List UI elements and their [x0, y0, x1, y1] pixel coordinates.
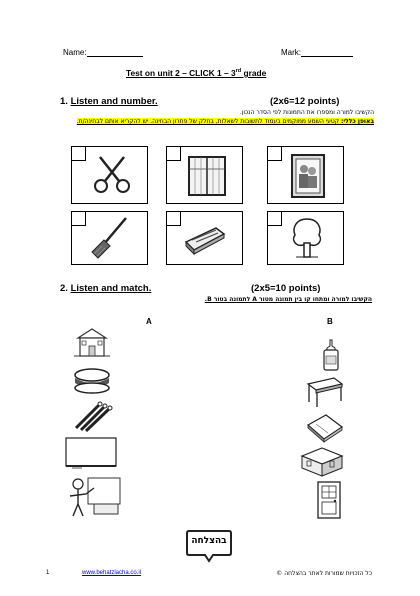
name-label: Name: [63, 48, 87, 57]
section1-number: 1. [60, 96, 68, 107]
site-logo [183, 527, 235, 563]
section1-note [60, 118, 374, 126]
picture-box-pencil-case[interactable] [166, 211, 243, 265]
glue-icon[interactable] [322, 338, 340, 372]
section2-instruction: הקשיבו למורה ומתחו קו בין תמונה מטור A לתמונה בטור B. [204, 296, 372, 303]
mark-label: Mark: [281, 48, 301, 57]
door-icon[interactable] [316, 480, 342, 520]
picture-box-frame[interactable] [267, 146, 344, 204]
title-prefix: Test on unit 2 – CLICK 1 – 3 [126, 68, 236, 78]
name-line [87, 47, 143, 57]
picture-box-broom[interactable] [71, 211, 148, 265]
column-b-header: B [327, 317, 333, 326]
pencil-case-icon [182, 222, 228, 256]
website-link[interactable] [82, 570, 141, 576]
classroom-icon[interactable] [298, 446, 346, 478]
answer-box[interactable] [268, 147, 282, 161]
picture-box-window[interactable] [166, 146, 243, 204]
section2-title: Listen and match. [70, 283, 152, 294]
book-icon[interactable] [304, 413, 344, 443]
website-link-text[interactable]: www.behatzlacha.co.il [82, 570, 142, 576]
window-icon [187, 155, 227, 197]
note-text: קטעי השמע ממוקמים בעמוד לתשובות לשאלות, בחלק של פתרון הבחינה. יש להקריא אותם לבחינה/ת. [76, 118, 341, 125]
name-field[interactable] [63, 47, 143, 57]
picture-box-scissors[interactable] [71, 146, 148, 204]
board-icon[interactable] [64, 436, 118, 470]
section2-heading [60, 283, 151, 294]
answer-box[interactable] [268, 212, 282, 226]
section2-points: (2x5=10 points) [251, 283, 321, 294]
answer-box[interactable] [167, 212, 181, 226]
test-title [126, 68, 266, 78]
answer-box[interactable] [72, 212, 86, 226]
note-bold: באופן כללי: [340, 118, 374, 125]
mark-field[interactable] [281, 47, 353, 57]
scissors-icon [90, 153, 134, 197]
tree-icon [290, 216, 324, 260]
title-suffix: grade [241, 68, 267, 78]
section1-points: (2x6=12 points) [270, 96, 340, 107]
sandwich-icon[interactable] [72, 366, 112, 396]
answer-box[interactable] [72, 147, 86, 161]
broom-icon [88, 216, 132, 260]
picture-box-tree[interactable] [267, 211, 344, 265]
markers-icon[interactable] [70, 400, 114, 432]
title-sup: rd [235, 68, 242, 75]
mark-line [301, 47, 353, 57]
column-a-header: A [146, 317, 152, 326]
answer-box[interactable] [167, 147, 181, 161]
section1-heading [60, 96, 158, 107]
desk-icon[interactable] [304, 374, 344, 408]
copyright-text: כל הזכויות שמורות לאתר בהצלחה © [276, 570, 372, 577]
teacher-icon[interactable] [64, 474, 122, 518]
section1-title: Listen and number. [70, 96, 158, 107]
logo-text: בהצלחה [191, 536, 227, 546]
school-icon[interactable] [72, 326, 112, 360]
section2-number: 2. [60, 283, 68, 294]
section1-instruction: הקשיבו למורה ומספרו את התמונות לפי הסדר הנכון. [239, 109, 374, 116]
picture-frame-icon [290, 153, 326, 199]
page-number: 1 [46, 570, 50, 576]
